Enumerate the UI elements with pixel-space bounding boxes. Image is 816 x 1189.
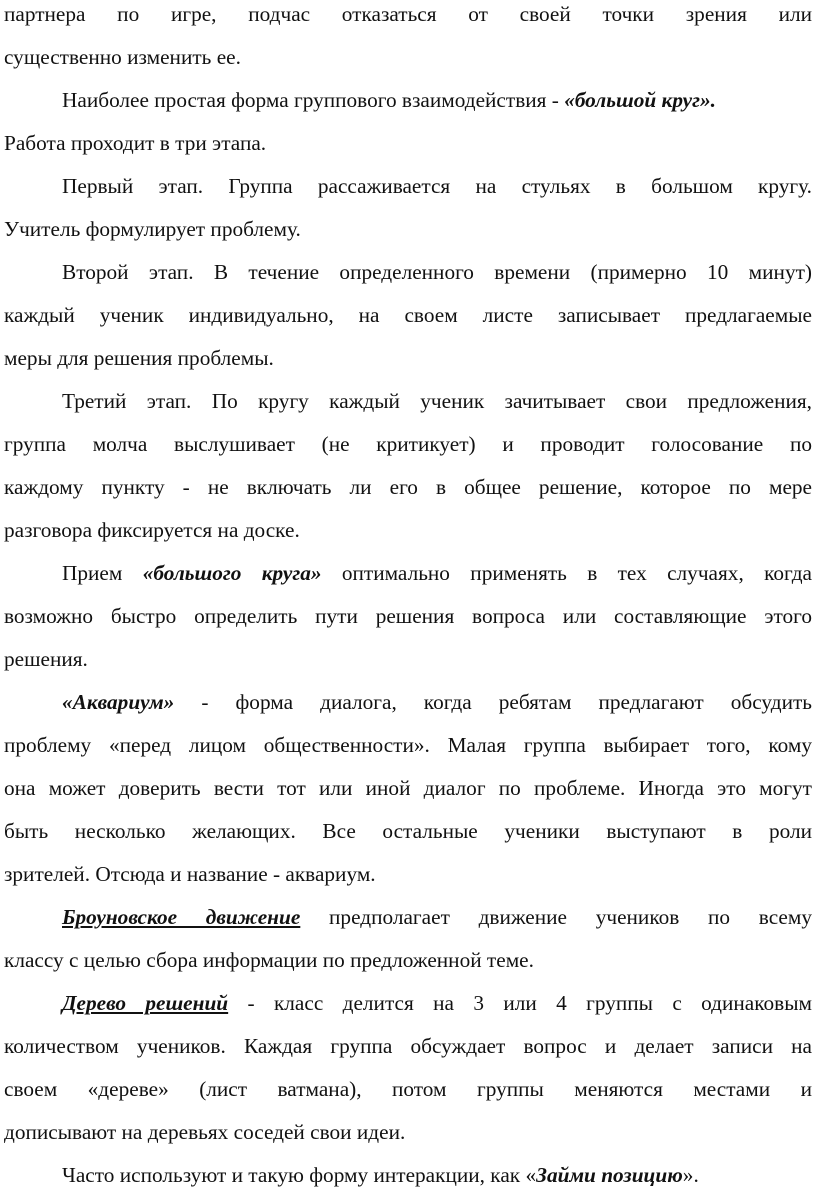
text-line — [62, 559, 812, 587]
text-line: количеством учеников. Каждая группа обсуждает вопрос и делает записи на — [4, 1034, 812, 1058]
text-line: Первый этап. Группа рассаживается на стульях в большом кругу. — [62, 174, 812, 198]
text-line: решения. — [4, 647, 88, 671]
text-line: она может доверить вести тот или иной диалог по проблеме. Иногда это могут — [4, 776, 812, 800]
text-line: каждому пункту - не включать ли его в общее решение, которое по мере — [4, 475, 812, 499]
text-line: Третий этап. По кругу каждый ученик зачитывает свои предложения, — [62, 389, 812, 413]
text-line: Учитель формулирует проблему. — [4, 217, 301, 241]
text-line: Работа проходит в три этапа. — [4, 131, 267, 155]
term-bolshoy-krug: «большой круг». — [564, 88, 716, 112]
text-line — [62, 989, 812, 1017]
term-bolshogo-kruga: «большого круга» — [142, 561, 322, 585]
text-line: меры для решения проблемы. — [4, 346, 274, 370]
text-run: Часто используют и такую форму интеракции, как « — [62, 1163, 537, 1187]
term-zaymi-pozitsiyu: Займи позицию — [536, 1163, 683, 1187]
text-line: классу с целью сбора информации по предложенной теме. — [4, 948, 534, 972]
text-run: Прием — [62, 561, 143, 585]
text-line: партнера по игре, подчас отказаться от своей точки зрения или — [4, 2, 812, 26]
text-line: Второй этап. В течение определенного времени (примерно 10 минут) — [62, 260, 812, 284]
text-line — [62, 688, 812, 716]
text-line: группа молча выслушивает (не критикует) и проводит голосование по — [4, 432, 812, 456]
text-line: возможно быстро определить пути решения вопроса или составляющие этого — [4, 604, 812, 628]
text-line: проблему «перед лицом общественности». Малая группа выбирает того, кому — [4, 733, 812, 757]
text-line: каждый ученик индивидуально, на своем листе записывает предлагаемые — [4, 303, 812, 327]
text-run: - форма диалога, когда ребятам предлагают обсудить — [174, 690, 812, 714]
text-line: разговора фиксируется на доске. — [4, 518, 300, 542]
text-line: дописывают на деревьях соседей свои идеи. — [4, 1120, 406, 1144]
term-brownian-motion: Броуновское движение — [62, 905, 301, 929]
text-line: быть несколько желающих. Все остальные ученики выступают в роли — [4, 819, 812, 843]
text-run: - класс делится на 3 или 4 группы с одинаковым — [228, 991, 812, 1015]
text-line — [62, 1161, 812, 1189]
text-run: ». — [682, 1163, 699, 1187]
text-run: оптимально применять в тех случаях, когда — [321, 561, 812, 585]
text-run: Наиболее простая форма группового взаимодействия - — [62, 88, 565, 112]
text-run: предполагает движение учеников по всему — [300, 905, 812, 929]
text-line: зрителей. Отсюда и название - аквариум. — [4, 862, 376, 886]
term-decision-tree: Дерево решений — [62, 991, 229, 1015]
text-line: своем «дереве» (лист ватмана), потом группы меняются местами и — [4, 1077, 812, 1101]
text-line — [62, 86, 812, 114]
text-line — [62, 903, 812, 931]
text-line: существенно изменить ее. — [4, 45, 241, 69]
term-akvarium: «Аквариум» — [62, 690, 175, 714]
